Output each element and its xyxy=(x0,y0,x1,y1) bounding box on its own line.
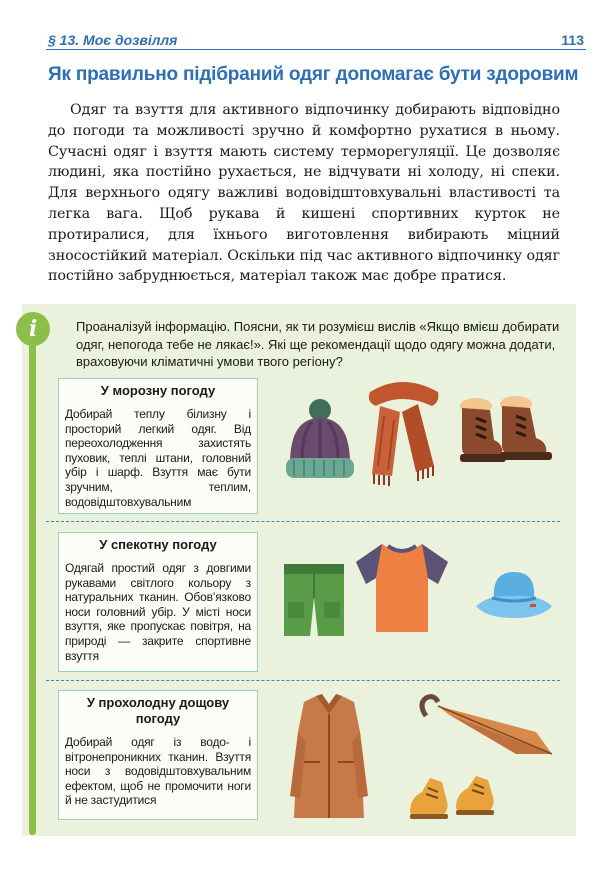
card-text: Добирай одяг із водо- і вітронепроникних тканин. Взуття носи з водовідштовхувальним ефектом, щоб не промочити ноги й не застудитися xyxy=(65,735,251,808)
card-heading: У прохолодну дощову погоду xyxy=(86,695,230,726)
t-shirt-icon xyxy=(352,540,452,636)
knit-hat-icon xyxy=(280,396,360,488)
winter-boots-icon xyxy=(454,396,558,468)
page-title: Як правильно підібраний одяг допомагає бути здоровим xyxy=(48,64,579,85)
scarf-icon xyxy=(362,376,446,488)
card-text: Добирай теплу білизну і просторий легкий одяг. Від переохолодження захистять пуховик, теплі штани, головний убір і шарф. Взуття має бути зручним, теплим, водовідштовхувальним xyxy=(65,407,251,509)
page-header xyxy=(46,28,586,50)
card-heading: У спекотну погоду xyxy=(99,537,217,552)
main-paragraph: Одяг та взуття для активного відпочинку добирають відповідно до погоди та можливості зручно й комфортно рухатися в ньому. Сучасні одяг і взуття мають систему терморегуляції. Це дозволяє людині, яка постійно рухається, не відчувати ні холоду, ні спеки. Для верхнього одягу важливі водовідштовхувальні властивості та легка вага. Щоб рукава й кишені спортивних курток не протиралися, для їхнього виготовлення вибирають міцний зносостійкий матеріал. Оскільки під час активного відпочинку одяг постійно забруднюється, матеріал також має добре пратися. xyxy=(48,102,560,285)
cargo-shorts-icon xyxy=(280,562,348,642)
info-side-bar xyxy=(29,330,36,835)
card-heading: У морозну погоду xyxy=(100,383,216,398)
info-prompt: Проаналізуй інформацію. Поясни, як ти розумієш вислів «Якщо вмієш добирати одяг, непогода тебе не лякає!». Які ще рекомендації щодо одягу можна додати, враховуючи кліматичні умови твого регіону? xyxy=(76,319,560,369)
dashed-divider xyxy=(46,521,560,522)
dashed-divider xyxy=(46,680,560,681)
card-rainy-weather xyxy=(58,690,258,820)
raincoat-icon xyxy=(288,692,370,824)
bucket-hat-icon xyxy=(472,566,554,624)
card-frosty-weather xyxy=(58,378,258,514)
card-hot-weather xyxy=(58,532,258,672)
card-text: Одягай простий одяг з довгими рукавами світлого кольору з натуральних тканин. Обов’язково носи головний убір. У місті носи взуття, яке пропускає повітря, на природі — закрите спортивне взуття xyxy=(65,561,251,663)
info-icon: i xyxy=(16,312,50,346)
umbrella-icon xyxy=(416,694,556,760)
page-number: 113 xyxy=(561,32,584,48)
shoes-icon xyxy=(408,768,500,824)
section-label: § 13. Моє дозвілля xyxy=(48,32,178,48)
